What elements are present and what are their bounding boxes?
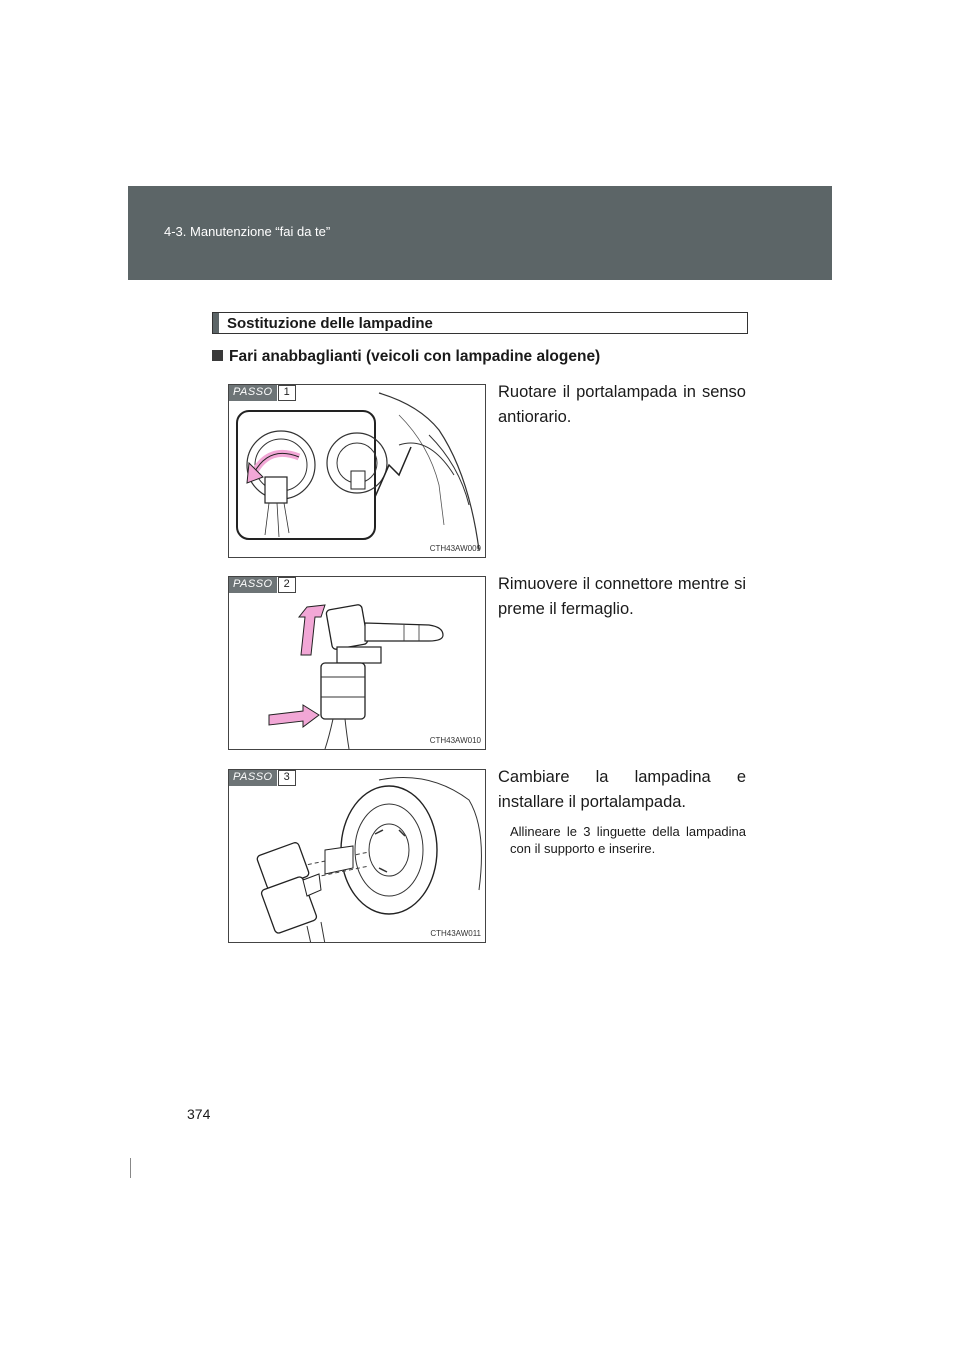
- heading-text: Sostituzione delle lampadine: [227, 315, 433, 332]
- figure-code: CTH43AW010: [429, 736, 481, 745]
- step-1-illustration: [228, 384, 486, 558]
- bulb-install-drawing: [229, 770, 486, 943]
- header-band: [128, 186, 832, 280]
- figure-code: CTH43AW011: [430, 929, 481, 938]
- step-tag-number: 3: [278, 770, 296, 786]
- connector-drawing: [229, 577, 486, 750]
- section-title: 4-3. Manutenzione “fai da te”: [164, 224, 331, 239]
- margin-line: [130, 1158, 131, 1178]
- step-tag: [229, 770, 296, 786]
- subheading: [212, 348, 600, 366]
- section-heading: [212, 312, 748, 334]
- step-tag: [229, 385, 296, 401]
- step-tag: [229, 577, 296, 593]
- page-number: 374: [187, 1106, 211, 1122]
- step-3-illustration: [228, 769, 486, 943]
- step-tag-word: PASSO: [229, 577, 277, 593]
- step-3-text: Cambiare la lampadina e installare il portalampada.: [498, 768, 746, 811]
- step-3-note: Allineare le 3 linguette della lampadina con il supporto e inserire.: [510, 824, 746, 856]
- heading-accent-bar: [213, 313, 219, 333]
- step-1-text: Ruotare il portalampada in senso antiorario.: [498, 383, 746, 426]
- step-2-illustration: [228, 576, 486, 750]
- figure-code: CTH43AW009: [429, 544, 481, 553]
- step-tag-number: 2: [278, 577, 296, 593]
- step-tag-number: 1: [278, 385, 296, 401]
- bullet-square-icon: [212, 350, 223, 361]
- subheading-text: Fari anabbaglianti (veicoli con lampadine alogene): [229, 348, 601, 365]
- headlamp-rear-drawing: [229, 385, 486, 558]
- step-tag-word: PASSO: [229, 385, 277, 401]
- step-tag-word: PASSO: [229, 770, 277, 786]
- step-2-text: Rimuovere il connettore mentre si preme il fermaglio.: [498, 575, 746, 618]
